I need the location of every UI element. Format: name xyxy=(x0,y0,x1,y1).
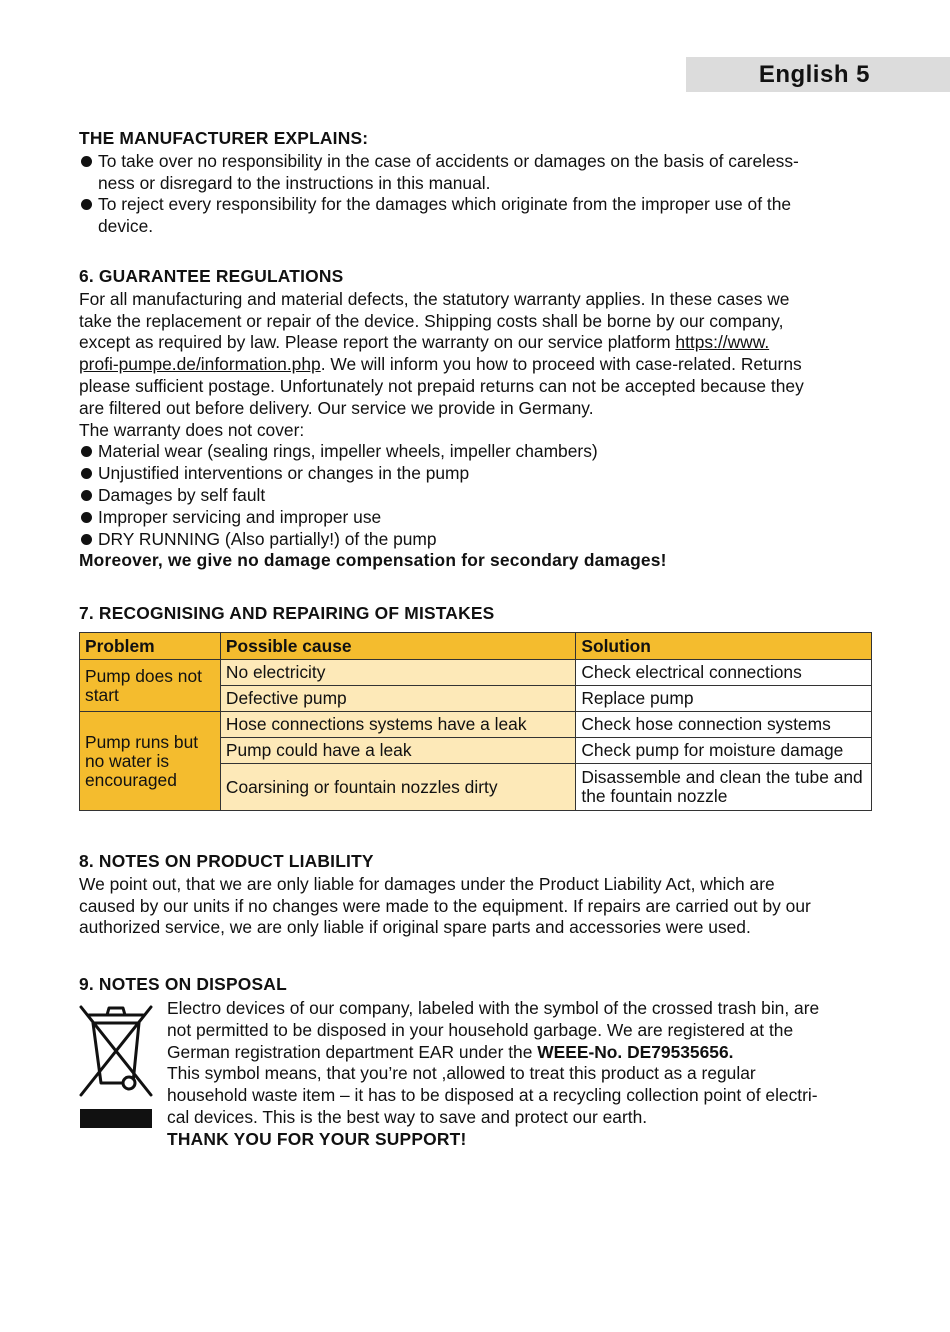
manufacturer-bullet xyxy=(79,151,873,195)
bullet-line: To take over no responsibility in the case of accidents or damages on the basis of careless- xyxy=(98,150,799,171)
page-number-tab: English 5 xyxy=(686,57,950,92)
thanks-line: THANK YOU FOR YOUR SUPPORT! xyxy=(167,1128,467,1149)
cause-cell: Coarsining or fountain nozzles dirty xyxy=(220,764,575,811)
guarantee-line: please sufficient postage. Unfortunately not prepaid returns can not be accepted because they xyxy=(79,375,804,396)
liability-line: authorized service, we are only liable if original spare parts and accessories were used. xyxy=(79,917,751,938)
guarantee-line: except as required by law. Please report the warranty on our service platform https://www. xyxy=(79,332,770,353)
table-row xyxy=(80,712,872,738)
disposal-line: German registration department EAR under the WEEE-No. DE79535656. xyxy=(167,1041,734,1062)
guarantee-line: are filtered out before delivery. Our service we provide in Germany. xyxy=(79,397,594,418)
warranty-link[interactable]: profi-pumpe.de/information.php xyxy=(79,354,321,375)
mistakes-section xyxy=(79,603,873,625)
liability-heading: 8. NOTES ON PRODUCT LIABILITY xyxy=(79,851,374,871)
not-cover-item: Improper servicing and improper use xyxy=(79,507,873,529)
guarantee-heading: 6. GUARANTEE REGULATIONS xyxy=(79,266,344,286)
mistakes-heading: 7. RECOGNISING AND REPAIRING OF MISTAKES xyxy=(79,603,495,623)
disposal-line: Electro devices of our company, labeled with the symbol of the crossed trash bin, are xyxy=(167,998,820,1018)
problem-cell: Pump runs but no water is encouraged xyxy=(80,712,221,811)
bullet-line: To reject every responsibility for the damages which originate from the improper use of the xyxy=(98,194,792,215)
manufacturer-section xyxy=(79,128,873,238)
solution-cell: Check pump for moisture damage xyxy=(576,738,872,764)
not-cover-intro: The warranty does not cover: xyxy=(79,419,305,440)
weee-number: WEEE-No. DE79535656. xyxy=(537,1041,734,1062)
warranty-link[interactable]: https://www. xyxy=(675,332,770,353)
disposal-heading: 9. NOTES ON DISPOSAL xyxy=(79,974,287,994)
problem-cell: Pump does not start xyxy=(80,660,221,712)
liability-section xyxy=(79,851,873,939)
solution-cell: Check hose connection systems xyxy=(576,712,872,738)
disposal-line: household waste item – it has to be disposed at a recycling collection point of electri- xyxy=(167,1085,818,1106)
guarantee-line: take the replacement or repair of the device. Shipping costs shall be borne by our company, xyxy=(79,310,784,331)
solution-cell: Disassemble and clean the tube and the fountain nozzle xyxy=(576,764,872,811)
bullet-line: ness or disregard to the instructions in this manual. xyxy=(98,172,491,193)
table-row xyxy=(80,660,872,686)
disposal-text xyxy=(167,998,873,1151)
table-header-row xyxy=(80,633,872,660)
solution-cell: Check electrical connections xyxy=(576,660,872,686)
disposal-line: not permitted to be disposed in your household garbage. We are registered at the xyxy=(167,1019,794,1040)
manufacturer-bullet xyxy=(79,194,873,238)
not-cover-item: Unjustified interventions or changes in the pump xyxy=(79,463,873,485)
crossed-out-wheelie-bin-icon xyxy=(79,1003,153,1129)
cause-cell: Pump could have a leak xyxy=(220,738,575,764)
guarantee-line: profi-pumpe.de/information.php. We will inform you how to proceed with case-related. Returns xyxy=(79,354,802,375)
disposal-line: This symbol means, that you’re not ,allowed to treat this product as a regular xyxy=(167,1063,756,1084)
not-cover-item: DRY RUNNING (Also partially!) of the pump xyxy=(79,529,873,551)
guarantee-closing: Moreover, we give no damage compensation for secondary damages! xyxy=(79,550,667,571)
guarantee-line: For all manufacturing and material defects, the statutory warranty applies. In these cases we xyxy=(79,288,790,309)
guarantee-section xyxy=(79,266,873,572)
column-header: Solution xyxy=(576,633,872,660)
bullet-line: device. xyxy=(98,216,154,237)
cause-cell: Defective pump xyxy=(220,686,575,712)
not-cover-item: Damages by self fault xyxy=(79,485,873,507)
liability-line: caused by our units if no changes were made to the equipment. If repairs are carried out by our xyxy=(79,895,811,916)
disposal-line: cal devices. This is the best way to save and protect our earth. xyxy=(167,1106,648,1127)
cause-cell: No electricity xyxy=(220,660,575,686)
liability-line: We point out, that we are only liable for damages under the Product Liability Act, which are xyxy=(79,873,775,894)
solution-cell: Replace pump xyxy=(576,686,872,712)
disposal-section xyxy=(79,974,873,996)
manufacturer-heading: THE MANUFACTURER EXPLAINS: xyxy=(79,128,369,148)
column-header: Possible cause xyxy=(220,633,575,660)
cause-cell: Hose connections systems have a leak xyxy=(220,712,575,738)
column-header: Problem xyxy=(80,633,221,660)
troubleshooting-table xyxy=(79,632,872,811)
not-cover-item: Material wear (sealing rings, impeller wheels, impeller chambers) xyxy=(79,441,873,463)
